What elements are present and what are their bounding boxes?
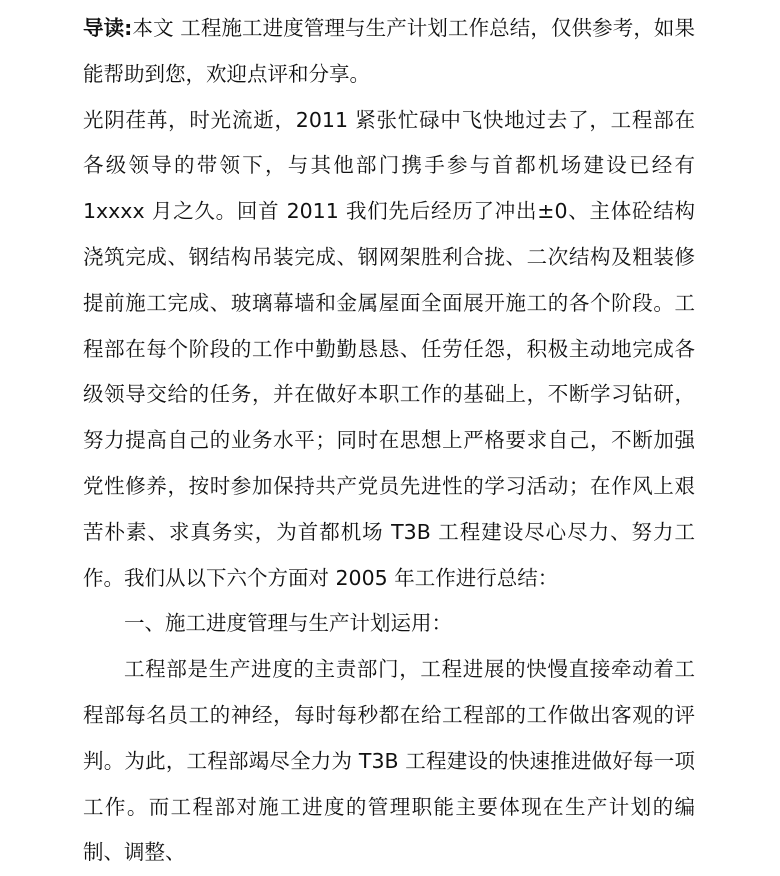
body-paragraph-2: 工程部是生产进度的主责部门，工程进展的快慢直接牵动着工程部每名员工的神经，每时每秒都在给工程部的工作做出客观的评判。为此，工程部竭尽全力为 T3B 工程建设的快速推进做好每一项工作。而工程部对施工进度的管理职能主要体现在生产计划的编制、调整、 (83, 657, 695, 865)
lead-paragraph (83, 6, 695, 98)
lead-text: 本文 工程施工进度管理与生产计划工作总结，仅供参考，如果能帮助到您，欢迎点评和分享。 (83, 16, 696, 86)
document-page (83, 6, 695, 876)
body-paragraph-1: 光阴荏苒，时光流逝，2011 紧张忙碌中飞快地过去了，工程部在各级领导的带领下，与其他部门携手参与首都机场建设已经有 1xxxx 月之久。回首 2011 我们先后经历了冲出±0、主体砼结构浇筑完成、钢结构吊装完成、钢网架胜利合拢、二次结构及粗装修提前施工完成、玻璃幕墙和金属屋面全面展开施工的各个阶段。工程部在每个阶段的工作中勤勤恳恳、任劳任怨，积极主动地完成各级领导交给的任务，并在做好本职工作的基础上，不断学习钻研，努力提高自己的业务水平；同时在思想上严格要求自己，不断加强党性修养，按时参加保持共产党员先进性的学习活动；在作风上艰苦朴素、求真务实，为首都机场 T3B 工程建设尽心尽力、努力工作。我们从以下六个方面对 2005 年工作进行总结： (83, 107, 695, 590)
section-heading: 一、施工进度管理与生产计划运用： (124, 611, 452, 636)
lead-label: 导读: (83, 16, 133, 40)
